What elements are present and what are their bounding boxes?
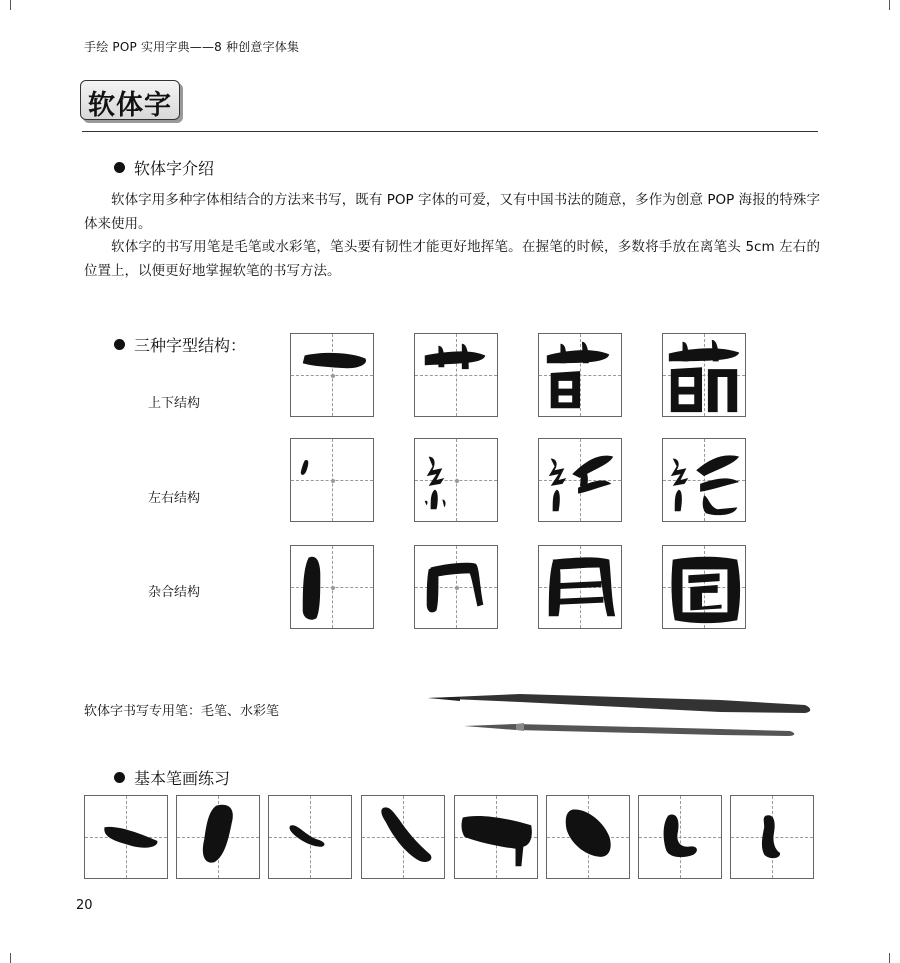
stroke-practice-cell-1 xyxy=(84,795,168,879)
brush-stroke-graphic xyxy=(291,546,373,628)
title-badge xyxy=(80,80,180,120)
structure-cell-mixed-4 xyxy=(662,545,746,629)
brush-stroke-graphic xyxy=(85,796,167,878)
brush-stroke-graphic xyxy=(663,546,745,628)
structure-cell-top-bottom-4 xyxy=(662,333,746,417)
intro-paragraph-2: 软体字的书写用笔是毛笔或水彩笔，笔头要有韧性才能更好地挥笔。在握笔的时候，多数将手放在离笔头 5cm 左右的位置上，以便更好地掌握软笔的书写方法。 xyxy=(84,239,820,279)
structure-cell-left-right-1 xyxy=(290,438,374,522)
stroke-practice-cell-7 xyxy=(638,795,722,879)
brush-stroke-graphic xyxy=(291,439,373,521)
structure-cell-left-right-4 xyxy=(662,438,746,522)
intro-paragraph-1: 软体字用多种字体相结合的方法来书写，既有 POP 字体的可爱，又有中国书法的随意，多作为创意 POP 海报的特殊字体来使用。 xyxy=(84,192,820,232)
brush-stroke-graphic xyxy=(731,796,813,878)
page-title: 软体字 xyxy=(88,90,172,121)
strokes-heading xyxy=(114,766,230,789)
brush-stroke-graphic xyxy=(269,796,351,878)
stroke-practice-cell-4 xyxy=(361,795,445,879)
brush-pens-illustration xyxy=(420,686,820,746)
bullet-icon xyxy=(114,162,125,173)
brush-stroke-graphic xyxy=(362,796,444,878)
row-label-mixed: 杂合结构 xyxy=(148,585,201,600)
stroke-practice-cell-6 xyxy=(546,795,630,879)
brush-stroke-graphic xyxy=(291,334,373,416)
brush-stroke-graphic xyxy=(539,334,621,416)
brush-stroke-graphic xyxy=(539,439,621,521)
structure-cell-left-right-3 xyxy=(538,438,622,522)
brush-stroke-graphic xyxy=(415,334,497,416)
stroke-practice-cell-3 xyxy=(268,795,352,879)
structure-cell-mixed-3 xyxy=(538,545,622,629)
bullet-icon xyxy=(114,339,125,350)
running-header: 手绘 POP 实用字典——8 种创意字体集 xyxy=(84,40,300,54)
structure-cell-top-bottom-1 xyxy=(290,333,374,417)
crop-mark xyxy=(0,0,11,10)
brush-stroke-graphic xyxy=(415,546,497,628)
row-label-left-right: 左右结构 xyxy=(148,491,201,506)
intro-heading xyxy=(114,156,214,179)
brush-stroke-graphic xyxy=(639,796,721,878)
intro-heading-text: 软体字介绍 xyxy=(134,159,215,178)
strokes-heading-text: 基本笔画练习 xyxy=(134,769,231,788)
structure-cell-mixed-2 xyxy=(414,545,498,629)
brush-stroke-graphic xyxy=(547,796,629,878)
brush-stroke-graphic xyxy=(415,439,497,521)
title-rule xyxy=(82,131,818,132)
structure-cell-top-bottom-2 xyxy=(414,333,498,417)
brush-stroke-graphic xyxy=(539,546,621,628)
structure-cell-top-bottom-3 xyxy=(538,333,622,417)
brush-stroke-graphic xyxy=(663,334,745,416)
page-number: 20 xyxy=(76,898,93,913)
crop-mark xyxy=(889,953,900,963)
brush-stroke-graphic xyxy=(177,796,259,878)
stroke-practice-cell-8 xyxy=(730,795,814,879)
structure-cell-mixed-1 xyxy=(290,545,374,629)
structures-heading xyxy=(114,333,246,356)
structures-heading-text: 三种字型结构： xyxy=(134,336,247,355)
crop-mark xyxy=(0,953,11,963)
stroke-practice-cell-2 xyxy=(176,795,260,879)
pen-caption: 软体字书写专用笔：毛笔、水彩笔 xyxy=(84,704,280,719)
bullet-icon xyxy=(114,772,125,783)
brush-stroke-graphic xyxy=(663,439,745,521)
brush-stroke-graphic xyxy=(455,796,537,878)
structure-cell-left-right-2 xyxy=(414,438,498,522)
stroke-practice-cell-5 xyxy=(454,795,538,879)
crop-mark xyxy=(889,0,900,10)
row-label-top-bottom: 上下结构 xyxy=(148,396,201,411)
